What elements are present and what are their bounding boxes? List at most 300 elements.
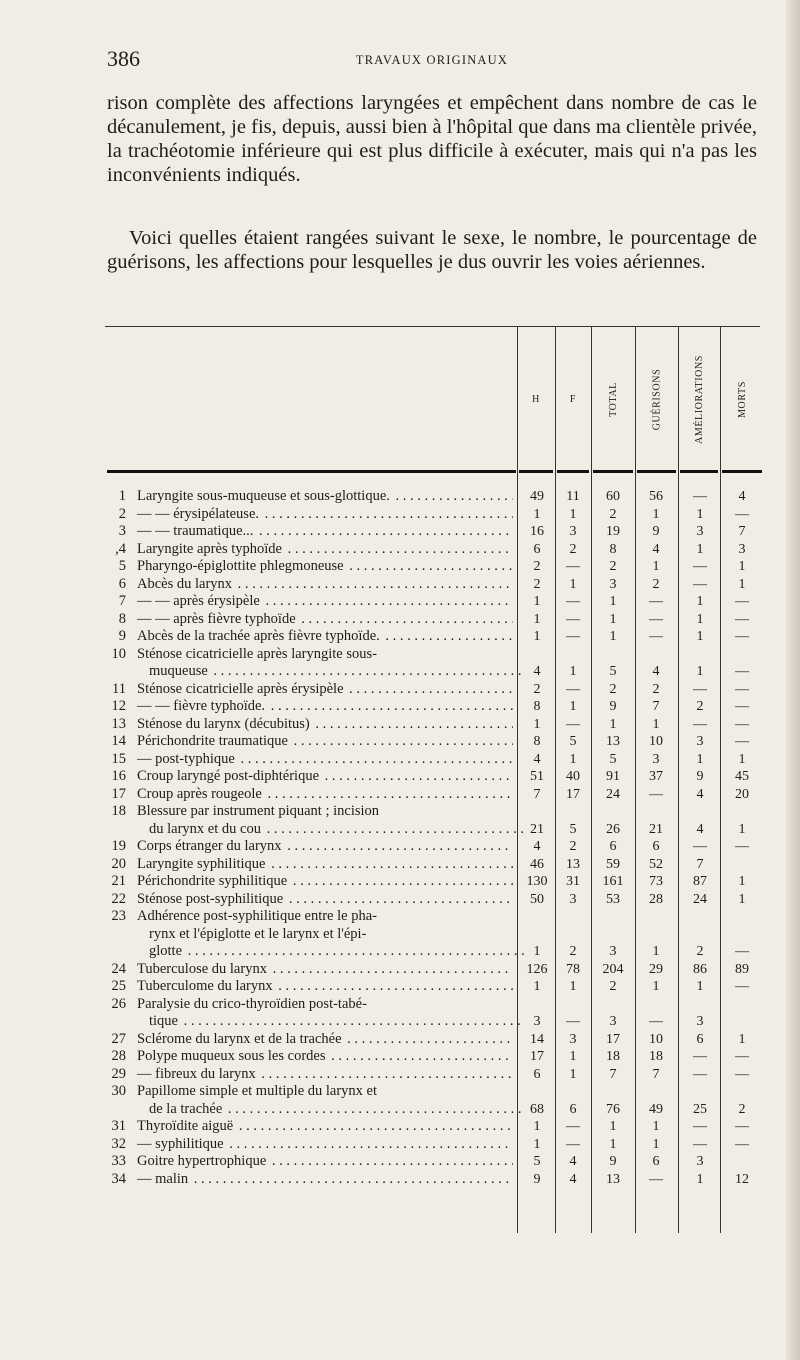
row-label: Périchondrite syphilitique . . . bbox=[137, 873, 513, 891]
cell-total: 91 bbox=[606, 769, 620, 784]
cell-mor: 20 bbox=[735, 786, 749, 802]
cell-h: 2 bbox=[533, 559, 541, 574]
cell-gue: 2 bbox=[652, 576, 660, 592]
cell-total: 1 bbox=[609, 1136, 617, 1152]
row-number: 21 bbox=[111, 873, 126, 889]
cell-h: 4 bbox=[533, 839, 541, 854]
row-label: Tuberculome du larynx . . . bbox=[137, 978, 513, 996]
row-label: — — érysipélateuse. . . . bbox=[137, 506, 513, 524]
row-number: 5 bbox=[118, 558, 126, 574]
row-label: Pharyngo-épiglottite phlegmoneuse . . . bbox=[137, 558, 513, 576]
table-row bbox=[0, 488, 800, 506]
cell-total: 161 bbox=[602, 874, 624, 889]
cell-f: — bbox=[566, 594, 580, 609]
cell-ame: 1 bbox=[696, 664, 704, 679]
header-rule bbox=[680, 470, 718, 473]
cell-f: 2 bbox=[569, 944, 577, 959]
cell-f: 3 bbox=[569, 524, 577, 539]
row-number: 29 bbox=[111, 1065, 126, 1082]
cell-mor: 2 bbox=[738, 1101, 746, 1117]
cell-gue: 1 bbox=[652, 716, 660, 732]
cell-h: 2 bbox=[533, 576, 541, 592]
row-number: 1 bbox=[118, 488, 126, 504]
table-row bbox=[0, 838, 800, 856]
row-number: 27 bbox=[111, 1030, 126, 1047]
table-row bbox=[0, 1083, 800, 1118]
row-label: Laryngite syphilitique . . . bbox=[137, 856, 513, 874]
cell-h: 68 bbox=[530, 1101, 544, 1117]
header-rule bbox=[722, 470, 762, 473]
row-number: 25 bbox=[111, 978, 126, 994]
table-row bbox=[0, 891, 800, 909]
cell-mor: 1 bbox=[738, 874, 746, 889]
cell-f: 1 bbox=[569, 506, 577, 522]
cell-h: 6 bbox=[533, 1066, 541, 1082]
cell-ame: — bbox=[693, 559, 707, 574]
row-number: 10 bbox=[111, 645, 126, 662]
cell-h: 5 bbox=[533, 1154, 541, 1169]
row-number: 30 bbox=[111, 1083, 126, 1099]
cell-total: 1 bbox=[609, 594, 617, 609]
column-header-f: F bbox=[569, 393, 577, 405]
cell-gue: 3 bbox=[652, 751, 660, 767]
row-label: Croup laryngé post-diphtérique . . . bbox=[137, 768, 513, 786]
cell-h: 1 bbox=[533, 629, 541, 644]
cell-gue: 1 bbox=[652, 559, 660, 574]
cell-gue: 1 bbox=[652, 506, 660, 522]
row-label: — post-typhique . . . bbox=[137, 751, 513, 769]
cell-f: 1 bbox=[569, 576, 577, 592]
cell-gue: 7 bbox=[652, 1066, 660, 1082]
table-row bbox=[0, 1136, 800, 1154]
row-label: — — après érysipèle . . . bbox=[137, 593, 513, 611]
row-label: Goitre hypertrophique . . . bbox=[137, 1153, 513, 1171]
row-label: Thyroïdite aiguë . . . bbox=[137, 1118, 513, 1136]
cell-f: — bbox=[566, 559, 580, 574]
row-label: Corps étranger du larynx . . . bbox=[137, 838, 513, 856]
cell-f: — bbox=[566, 1014, 580, 1029]
row-number: 22 bbox=[111, 890, 126, 907]
cell-total: 19 bbox=[606, 524, 620, 539]
cell-gue: 6 bbox=[652, 1154, 660, 1169]
table-row bbox=[0, 978, 800, 996]
cell-ame: 3 bbox=[696, 1154, 704, 1169]
row-label: — syphilitique . . . bbox=[137, 1136, 513, 1154]
cell-gue: 1 bbox=[652, 944, 660, 959]
row-number: 3 bbox=[118, 523, 126, 539]
column-header-ameliorations: AMÉLIORATIONS bbox=[693, 354, 705, 444]
row-label: Tuberculose du larynx . . . bbox=[137, 961, 513, 979]
cell-f: 1 bbox=[569, 664, 577, 679]
cell-gue: 6 bbox=[652, 839, 660, 854]
row-number: 9 bbox=[118, 628, 126, 644]
cell-ame: 6 bbox=[696, 1031, 704, 1047]
row-number: 31 bbox=[111, 1118, 126, 1134]
row-label: muqueuse . . . bbox=[149, 663, 525, 681]
header-rule bbox=[637, 470, 676, 473]
cell-total: 24 bbox=[606, 786, 620, 802]
cell-ame: 25 bbox=[693, 1101, 707, 1117]
cell-mor: 45 bbox=[735, 769, 749, 784]
cell-f: 5 bbox=[569, 734, 577, 749]
cell-h: 1 bbox=[533, 944, 541, 959]
cell-mor: 3 bbox=[738, 541, 746, 557]
cell-ame: 1 bbox=[696, 1171, 704, 1187]
cell-ame: 2 bbox=[696, 944, 704, 959]
cell-total: 2 bbox=[609, 979, 617, 994]
table-row bbox=[0, 558, 800, 576]
column-header-h: H bbox=[532, 393, 540, 405]
row-number: 34 bbox=[111, 1170, 126, 1187]
row-number: 16 bbox=[111, 768, 126, 784]
row-number: 8 bbox=[118, 610, 126, 627]
cell-ame: 3 bbox=[696, 734, 704, 749]
table-row bbox=[0, 751, 800, 769]
cell-h: 51 bbox=[530, 769, 544, 784]
table-row bbox=[0, 1031, 800, 1049]
table-row bbox=[0, 576, 800, 594]
cell-f: — bbox=[566, 716, 580, 732]
row-number: 12 bbox=[111, 698, 126, 714]
cell-h: 46 bbox=[530, 856, 544, 872]
row-label: Sclérome du larynx et de la trachée . . . bbox=[137, 1031, 513, 1049]
cell-mor: — bbox=[735, 1066, 749, 1082]
cell-total: 76 bbox=[606, 1101, 620, 1117]
cell-f: 4 bbox=[569, 1171, 577, 1187]
cell-mor: — bbox=[735, 839, 749, 854]
cell-h: 8 bbox=[533, 699, 541, 714]
cell-mor: — bbox=[735, 699, 749, 714]
cell-mor: — bbox=[735, 664, 749, 679]
cell-gue: 73 bbox=[649, 874, 663, 889]
cell-f: 1 bbox=[569, 979, 577, 994]
cell-gue: 2 bbox=[652, 681, 660, 697]
table-row bbox=[0, 768, 800, 786]
row-label: Paralysie du crico-thyroïdien post-tabé- bbox=[137, 995, 367, 1012]
header-rule bbox=[107, 470, 516, 473]
cell-h: 8 bbox=[533, 734, 541, 749]
body-paragraph-2: Voici quelles étaient rangées suivant le sexe, le nombre, le pourcentage de guérisons, les affections pour lesquelles je dus ouvrir les voies aériennes. bbox=[107, 227, 757, 273]
cell-ame: 9 bbox=[696, 769, 704, 784]
header-rule bbox=[557, 470, 589, 473]
column-header-guerisons: GUÉRISONS bbox=[651, 368, 662, 430]
cell-f: 3 bbox=[569, 1031, 577, 1047]
cell-total: 13 bbox=[606, 734, 620, 749]
cell-gue: 9 bbox=[652, 524, 660, 539]
cell-gue: 28 bbox=[649, 891, 663, 907]
table-row bbox=[0, 873, 800, 891]
cell-ame: 3 bbox=[696, 524, 704, 539]
row-label: glotte . . . bbox=[149, 943, 525, 961]
cell-gue: 1 bbox=[652, 1119, 660, 1134]
cell-ame: — bbox=[693, 576, 707, 592]
page-number: 386 bbox=[107, 46, 140, 71]
row-number: ,4 bbox=[115, 540, 126, 557]
table-row bbox=[0, 1153, 800, 1171]
table-row bbox=[0, 1171, 800, 1189]
cell-f: — bbox=[566, 681, 580, 697]
cell-mor: 1 bbox=[738, 891, 746, 907]
cell-total: 3 bbox=[609, 1014, 617, 1029]
cell-total: 18 bbox=[606, 1049, 620, 1064]
table-row bbox=[0, 506, 800, 524]
cell-f: 1 bbox=[569, 1049, 577, 1064]
cell-f: 2 bbox=[569, 541, 577, 557]
cell-ame: 1 bbox=[696, 629, 704, 644]
column-header-morts: MORTS bbox=[736, 380, 748, 418]
row-label: rynx et l'épiglotte et le larynx et l'épi- bbox=[149, 925, 367, 942]
cell-f: 5 bbox=[569, 821, 577, 837]
cell-f: — bbox=[566, 629, 580, 644]
row-label: Sténose post-syphilitique . . . bbox=[137, 891, 513, 909]
table-row bbox=[0, 1118, 800, 1136]
table-row bbox=[0, 541, 800, 559]
cell-gue: — bbox=[649, 1014, 663, 1029]
row-label: Adhérence post-syphilitique entre le pha- bbox=[137, 908, 377, 924]
table-row bbox=[0, 803, 800, 838]
cell-ame: — bbox=[693, 489, 707, 504]
cell-mor: — bbox=[735, 611, 749, 627]
cell-mor: 1 bbox=[738, 1031, 746, 1047]
cell-total: 8 bbox=[609, 541, 617, 557]
cell-gue: — bbox=[649, 786, 663, 802]
row-number: 14 bbox=[111, 733, 126, 749]
cell-h: 2 bbox=[533, 681, 541, 697]
cell-ame: 4 bbox=[696, 821, 704, 837]
cell-f: — bbox=[566, 1119, 580, 1134]
header-rule bbox=[593, 470, 633, 473]
row-label: — — fièvre typhoïde. . . . bbox=[137, 698, 513, 716]
cell-total: 1 bbox=[609, 611, 617, 627]
page-header bbox=[107, 46, 757, 76]
cell-mor: — bbox=[735, 1049, 749, 1064]
cell-total: 2 bbox=[609, 559, 617, 574]
column-header-total: TOTAL bbox=[607, 381, 619, 417]
cell-h: 6 bbox=[533, 541, 541, 557]
cell-f: 78 bbox=[566, 961, 580, 977]
table-row bbox=[0, 611, 800, 629]
body-paragraph-1: rison complète des affections laryngées et empêchent dans nombre de cas le décanulement, je fis, depuis, aussi bien à l'hôpital que dans ma clientèle privée, la trachéotomie inférieure qui est plus difficile à exécuter, mais qui n'a pas les inconvénients indiqués. bbox=[107, 92, 757, 186]
row-number: 11 bbox=[112, 680, 126, 697]
cell-total: 2 bbox=[609, 506, 617, 522]
cell-gue: 52 bbox=[649, 856, 663, 872]
cell-total: 5 bbox=[609, 751, 617, 767]
table-row bbox=[0, 716, 800, 734]
cell-ame: 24 bbox=[693, 891, 707, 907]
cell-gue: — bbox=[649, 611, 663, 627]
row-number: 26 bbox=[111, 995, 126, 1012]
row-label: — malin . . . bbox=[137, 1171, 513, 1189]
row-label: Croup après rougeole . . . bbox=[137, 786, 513, 804]
cell-ame: — bbox=[693, 1049, 707, 1064]
row-label: Périchondrite traumatique . . . bbox=[137, 733, 513, 751]
cell-total: 3 bbox=[609, 944, 617, 959]
cell-gue: 56 bbox=[649, 489, 663, 504]
cell-f: — bbox=[566, 611, 580, 627]
cell-gue: — bbox=[649, 594, 663, 609]
table-row bbox=[0, 628, 800, 646]
cell-ame: 1 bbox=[696, 594, 704, 609]
row-label: Laryngite sous-muqueuse et sous-glottique. . . . bbox=[137, 488, 513, 506]
row-number: 13 bbox=[111, 715, 126, 732]
cell-total: 6 bbox=[609, 839, 617, 854]
cell-h: 3 bbox=[533, 1014, 541, 1029]
cell-f: 2 bbox=[569, 839, 577, 854]
row-number: 28 bbox=[111, 1048, 126, 1064]
row-label: Sténose cicatricielle après érysipèle . . . bbox=[137, 681, 513, 699]
cell-f: 1 bbox=[569, 699, 577, 714]
cell-f: 3 bbox=[569, 891, 577, 907]
cell-mor: 1 bbox=[738, 576, 746, 592]
table-row bbox=[0, 1066, 800, 1084]
cell-ame: — bbox=[693, 681, 707, 697]
cell-mor: — bbox=[735, 979, 749, 994]
cell-f: 1 bbox=[569, 751, 577, 767]
cell-h: 14 bbox=[530, 1031, 544, 1047]
row-number: 32 bbox=[111, 1135, 126, 1152]
cell-gue: 37 bbox=[649, 769, 663, 784]
cell-total: 9 bbox=[609, 1154, 617, 1169]
row-label: Abcès de la trachée après fièvre typhoïde. . . . bbox=[137, 628, 513, 646]
cell-gue: 29 bbox=[649, 961, 663, 977]
row-label: — — traumatique... . . . bbox=[137, 523, 513, 541]
cell-ame: 7 bbox=[696, 856, 704, 872]
table-row bbox=[0, 646, 800, 681]
table-row bbox=[0, 698, 800, 716]
table-row bbox=[0, 856, 800, 874]
row-label: — — après fièvre typhoïde . . . bbox=[137, 611, 513, 629]
cell-ame: — bbox=[693, 1136, 707, 1152]
cell-gue: 1 bbox=[652, 1136, 660, 1152]
cell-mor: 12 bbox=[735, 1171, 749, 1187]
cell-ame: 3 bbox=[696, 1014, 704, 1029]
cell-total: 1 bbox=[609, 1119, 617, 1134]
cell-gue: 18 bbox=[649, 1049, 663, 1064]
cell-f: 6 bbox=[569, 1101, 577, 1117]
cell-mor: — bbox=[735, 716, 749, 732]
cell-f: — bbox=[566, 1136, 580, 1152]
row-label: Papillome simple et multiple du larynx et bbox=[137, 1083, 378, 1099]
table-row bbox=[0, 908, 800, 961]
table-top-rule bbox=[105, 326, 760, 327]
cell-gue: 4 bbox=[652, 664, 660, 679]
row-number: 17 bbox=[111, 785, 126, 802]
cell-f: 13 bbox=[566, 856, 580, 872]
cell-h: 126 bbox=[526, 961, 548, 977]
cell-h: 1 bbox=[533, 716, 541, 732]
cell-h: 1 bbox=[533, 1119, 541, 1134]
cell-ame: 87 bbox=[693, 874, 707, 889]
header-rule bbox=[519, 470, 553, 473]
row-number: 7 bbox=[118, 593, 126, 609]
cell-mor: — bbox=[735, 944, 749, 959]
running-title: TRAVAUX ORIGINAUX bbox=[355, 53, 509, 67]
row-number: 19 bbox=[111, 838, 126, 854]
cell-h: 7 bbox=[533, 786, 541, 802]
cell-total: 17 bbox=[606, 1031, 620, 1047]
row-number: 15 bbox=[111, 750, 126, 767]
row-number: 24 bbox=[111, 960, 126, 977]
cell-h: 9 bbox=[533, 1171, 541, 1187]
cell-ame: 1 bbox=[696, 611, 704, 627]
cell-h: 1 bbox=[533, 611, 541, 627]
cell-mor: — bbox=[735, 734, 749, 749]
row-label: tique . . . bbox=[149, 1013, 525, 1031]
cell-total: 59 bbox=[606, 856, 620, 872]
cell-h: 1 bbox=[533, 506, 541, 522]
cell-h: 50 bbox=[530, 891, 544, 907]
cell-gue: 7 bbox=[652, 699, 660, 714]
cell-gue: 21 bbox=[649, 821, 663, 837]
table-row bbox=[0, 961, 800, 979]
cell-ame: 2 bbox=[696, 699, 704, 714]
cell-h: 130 bbox=[526, 874, 548, 889]
cell-f: 4 bbox=[569, 1154, 577, 1169]
row-label: Sténose cicatricielle après laryngite sous- bbox=[137, 645, 377, 662]
cell-h: 1 bbox=[533, 979, 541, 994]
row-label: Abcès du larynx . . . bbox=[137, 576, 513, 594]
cell-h: 4 bbox=[533, 751, 541, 767]
cell-h: 49 bbox=[530, 489, 544, 504]
cell-h: 1 bbox=[533, 594, 541, 609]
cell-total: 3 bbox=[609, 576, 617, 592]
cell-ame: 1 bbox=[696, 506, 704, 522]
row-number: 20 bbox=[111, 855, 126, 872]
cell-total: 1 bbox=[609, 716, 617, 732]
cell-h: 1 bbox=[533, 1136, 541, 1152]
cell-mor: — bbox=[735, 629, 749, 644]
cell-h: 17 bbox=[530, 1049, 544, 1064]
cell-ame: — bbox=[693, 1066, 707, 1082]
cell-ame: 86 bbox=[693, 961, 707, 977]
row-label: Blessure par instrument piquant ; incision bbox=[137, 803, 380, 819]
cell-mor: — bbox=[735, 1119, 749, 1134]
cell-f: 40 bbox=[566, 769, 580, 784]
cell-mor: 89 bbox=[735, 961, 749, 977]
cell-mor: 1 bbox=[738, 751, 746, 767]
cell-ame: 1 bbox=[696, 751, 704, 767]
cell-f: 17 bbox=[566, 786, 580, 802]
table-row bbox=[0, 1048, 800, 1066]
cell-total: 9 bbox=[609, 699, 617, 714]
row-number: 23 bbox=[111, 908, 126, 924]
row-label: — fibreux du larynx . . . bbox=[137, 1066, 513, 1084]
cell-mor: — bbox=[735, 1136, 749, 1152]
row-number: 33 bbox=[111, 1153, 126, 1169]
row-label: du larynx et du cou . . . bbox=[149, 821, 525, 839]
cell-ame: — bbox=[693, 839, 707, 854]
cell-f: 11 bbox=[566, 489, 580, 504]
table-body bbox=[0, 488, 800, 1188]
cell-mor: 1 bbox=[738, 821, 746, 837]
cell-total: 60 bbox=[606, 489, 620, 504]
cell-total: 2 bbox=[609, 681, 617, 697]
cell-total: 5 bbox=[609, 664, 617, 679]
table-row bbox=[0, 733, 800, 751]
row-number: 2 bbox=[118, 505, 126, 522]
cell-gue: — bbox=[649, 1171, 663, 1187]
cell-mor: 7 bbox=[738, 524, 746, 539]
cell-f: 31 bbox=[566, 874, 580, 889]
cell-gue: — bbox=[649, 629, 663, 644]
cell-ame: 1 bbox=[696, 979, 704, 994]
cell-mor: — bbox=[735, 506, 749, 522]
cell-mor: — bbox=[735, 681, 749, 697]
cell-h: 21 bbox=[530, 821, 544, 837]
cell-gue: 10 bbox=[649, 734, 663, 749]
cell-gue: 4 bbox=[652, 541, 660, 557]
cell-total: 13 bbox=[606, 1171, 620, 1187]
